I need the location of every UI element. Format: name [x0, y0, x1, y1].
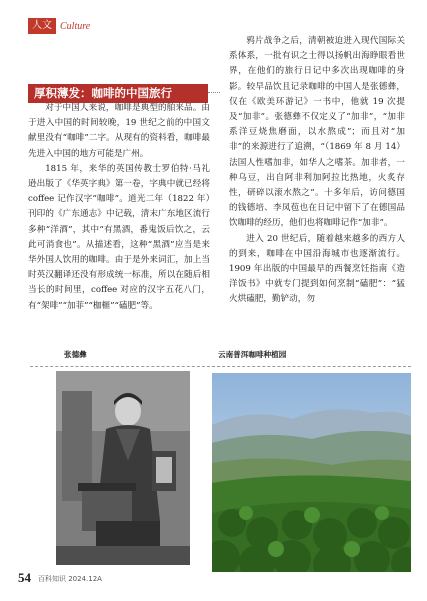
left-column [28, 101, 210, 314]
body-paragraph: 鸦片战争之后，清朝被迫进入现代国际关系体系，一批有识之士得以扬帆出海睁眼看世界，在他们的旅行日记中多次出现咖啡的身影。较早品饮且记录咖啡的中国人是张德彝，仅在《欧美环游记》一书中，他就 19 次提及“加非”。张德彝不仅定义了“加非”，“加非系洋豆烧焦磨面，以水熬成”；而且对“加非”的来源进行了追溯，“（1869 年 8 月 14）法国人性嗜加非，如华人之嗜茶。加非者，一种乌豆，出自阿非利加阿拉比热地，火炙存性，研碎以滚水熬之”。十多年后，访问德国的钱德培、李凤苞也在日记中留下了在德国品饮咖啡的经历，他们也将咖啡记作“加非”。 [229, 36, 405, 229]
coffee-plantation-photo [212, 373, 411, 572]
publication-info: 百科知识 2024.12A [38, 575, 102, 583]
caption-divider [30, 366, 210, 367]
body-paragraph: 进入 20 世纪后，随着越来越多的西方人的到来，咖啡在中国沿海城市也逐渐流行。1909 年出版的中国最早的西餐烹饪指南《造洋饭书》中就专门提到如何烹制“磕肥”：“猛火烘磕肥，勤铲动，勿 [229, 233, 405, 305]
plantation-illustration [212, 373, 411, 572]
section-tag-en: Culture [60, 20, 91, 32]
page-number: 54 [18, 570, 31, 585]
right-column [229, 34, 405, 308]
body-paragraph: 对于中国人来说，咖啡是典型的舶来品。由于进入中国的时间较晚，19 世纪之前的中国文献里没有“咖啡”二字。从现有的资料看，咖啡最先进入中国的地方可能是广州。 [28, 103, 210, 159]
section-tag-cn: 人文 [28, 18, 56, 34]
photo-caption-left: 张德彝 [64, 350, 87, 359]
section-tag [28, 18, 90, 34]
headline-rule [208, 92, 220, 93]
portrait-photo [56, 371, 190, 565]
photo-caption-right: 云南普洱咖啡种植园 [218, 350, 287, 359]
caption-divider [212, 366, 411, 367]
body-paragraph: 1815 年，来华的英国传教士罗伯特·马礼逊出版了《华英字典》第一卷，字典中就已经将 coffee 记作汉字“咖啡”。道光二年（1822 年）刊印的《广东通志》中记载，清末广东地区流行多种“洋酒”，其中“有黑酒，番鬼饭后饮之，云此可消食也”。从描述看，这种“黑酒”应当是来华外国人饮用的咖啡。由于是外来词汇，加上当时英汉翻译还没有形成统一标准，所以在随后相当长的时间里，coffee 对应的汉字五花八门，有“架啡”“加菲”“枷榧”“磕肥”等。 [28, 163, 210, 311]
article-headline: 厚积薄发：咖啡的中国旅行 [28, 84, 208, 103]
portrait-illustration [56, 371, 190, 565]
